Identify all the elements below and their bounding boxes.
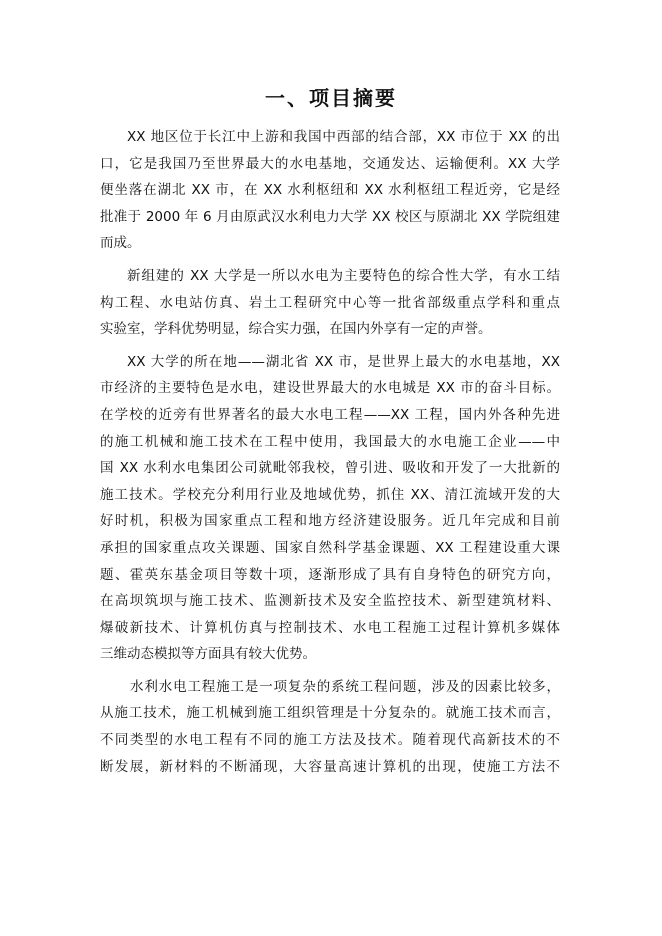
paragraph-line: XX 大学的所在地——湖北省 XX 市，是世界上最大的水电基地，XX <box>127 353 560 370</box>
document-body <box>100 124 560 780</box>
paragraph-line: 构工程、水电站仿真、岩土工程研究中心等一批省部级重点学科和重点 <box>100 294 560 311</box>
paragraph-line: 口，它是我国乃至世界最大的水电基地，交通发达、运输便利。XX 大学 <box>100 155 560 172</box>
paragraph-1 <box>100 124 560 257</box>
paragraph-line: 的施工机械和施工技术在工程中使用，我国最大的水电施工企业——中 <box>100 433 560 450</box>
paragraph-line: 承担的国家重点攻关课题、国家自然科学基金课题、XX 工程建设重大课 <box>100 539 560 556</box>
paragraph-line: 在高坝筑坝与施工技术、监测新技术及安全监控技术、新型建筑材料、 <box>100 593 560 610</box>
paragraph-line: 市经济的主要特色是水电，建设世界最大的水电城是 XX 市的奋斗目标。 <box>100 380 560 397</box>
paragraph-line: 新组建的 XX 大学是一所以水电为主要特色的综合性大学，有水工结 <box>127 267 560 284</box>
paragraph-line: 在学校的近旁有世界著名的最大水电工程——XX 工程，国内外各种先进 <box>100 406 560 423</box>
paragraph-line: 三维动态模拟等方面具有较大优势。 <box>100 646 316 663</box>
paragraph-line: 而成。 <box>100 235 141 252</box>
paragraph-4 <box>100 674 560 780</box>
paragraph-line: 不同类型的水电工程有不同的施工方法及技术。随着现代高新技术的不 <box>100 732 560 749</box>
paragraph-line: 批准于 2000 年 6 月由原武汉水利电力大学 XX 校区与原湖北 XX 学院组建 <box>100 208 560 225</box>
paragraph-line: 水利水电工程施工是一项复杂的系统工程问题，涉及的因素比较多， <box>130 678 560 695</box>
paragraph-line: 断发展，新材料的不断涌现，大容量高速计算机的出现，使施工方法不 <box>100 758 560 775</box>
paragraph-line: XX 地区位于长江中上游和我国中西部的结合部，XX 市位于 XX 的出 <box>127 129 560 145</box>
paragraph-line: 施工技术。学校充分利用行业及地域优势，抓住 XX、清江流域开发的大 <box>100 486 560 503</box>
paragraph-line: 实验室，学科优势明显，综合实力强，在国内外享有一定的声誉。 <box>100 321 492 338</box>
paragraph-line: 题、霍英东基金项目等数十项，逐渐形成了具有自身特色的研究方向， <box>100 566 560 583</box>
paragraph-line: 便坐落在湖北 XX 市，在 XX 水利枢纽和 XX 水利枢纽工程近旁，它是经 <box>100 182 560 199</box>
paragraph-3 <box>100 349 560 668</box>
paragraph-line: 爆破新技术、计算机仿真与控制技术、水电工程施工过程计算机多媒体 <box>100 619 560 636</box>
paragraph-line: 国 XX 水利水电集团公司就毗邻我校，曾引进、吸收和开发了一大批新的 <box>100 460 560 477</box>
paragraph-line: 从施工技术，施工机械到施工组织管理是十分复杂的。就施工技术而言， <box>100 705 560 722</box>
paragraph-line: 好时机，积极为国家重点工程和地方经济建设服务。近几年完成和目前 <box>100 513 560 530</box>
section-title: 一、项目摘要 <box>265 86 397 110</box>
paragraph-2 <box>100 263 560 343</box>
